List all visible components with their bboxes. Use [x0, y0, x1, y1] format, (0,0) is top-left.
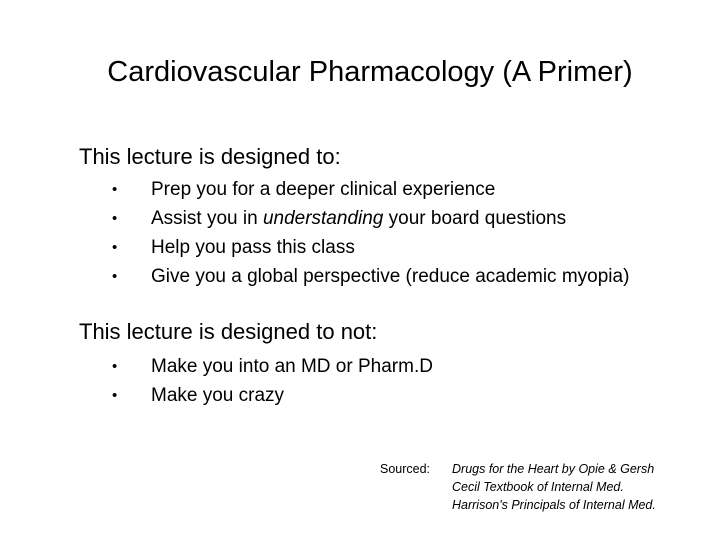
- bullet-text: Help you pass this class: [151, 237, 355, 258]
- sources-label: Sourced:: [380, 462, 431, 476]
- section-heading-designed-to-not: This lecture is designed to not:: [79, 319, 378, 344]
- source-entry: Drugs for the Heart by Opie & Gersh: [452, 462, 655, 476]
- bullet-icon: •: [112, 358, 118, 375]
- bullet-icon: •: [112, 268, 118, 285]
- bullet-icon: •: [112, 239, 118, 256]
- emphasis-text: understanding: [262, 208, 384, 229]
- bullet-text: Make you into an MD or Pharm.D: [151, 356, 433, 377]
- bullet-text: Make you crazy: [151, 385, 285, 406]
- source-entry: Cecil Textbook of Internal Med.: [452, 480, 624, 494]
- bullet-icon: •: [112, 387, 118, 404]
- section-heading-designed-to: This lecture is designed to:: [79, 144, 341, 169]
- bullet-text: Assist you in understanding your board questions: [151, 208, 567, 229]
- slide-title: Cardiovascular Pharmacology (A Primer): [107, 56, 633, 88]
- bullet-icon: •: [112, 210, 118, 227]
- bullet-text: Prep you for a deeper clinical experience: [151, 179, 496, 200]
- source-entry: Harrison's Principals of Internal Med.: [452, 498, 656, 512]
- bullet-text: Give you a global perspective (reduce academic myopia): [151, 266, 630, 287]
- sources-list: [452, 460, 656, 514]
- bullet-icon: •: [112, 181, 118, 198]
